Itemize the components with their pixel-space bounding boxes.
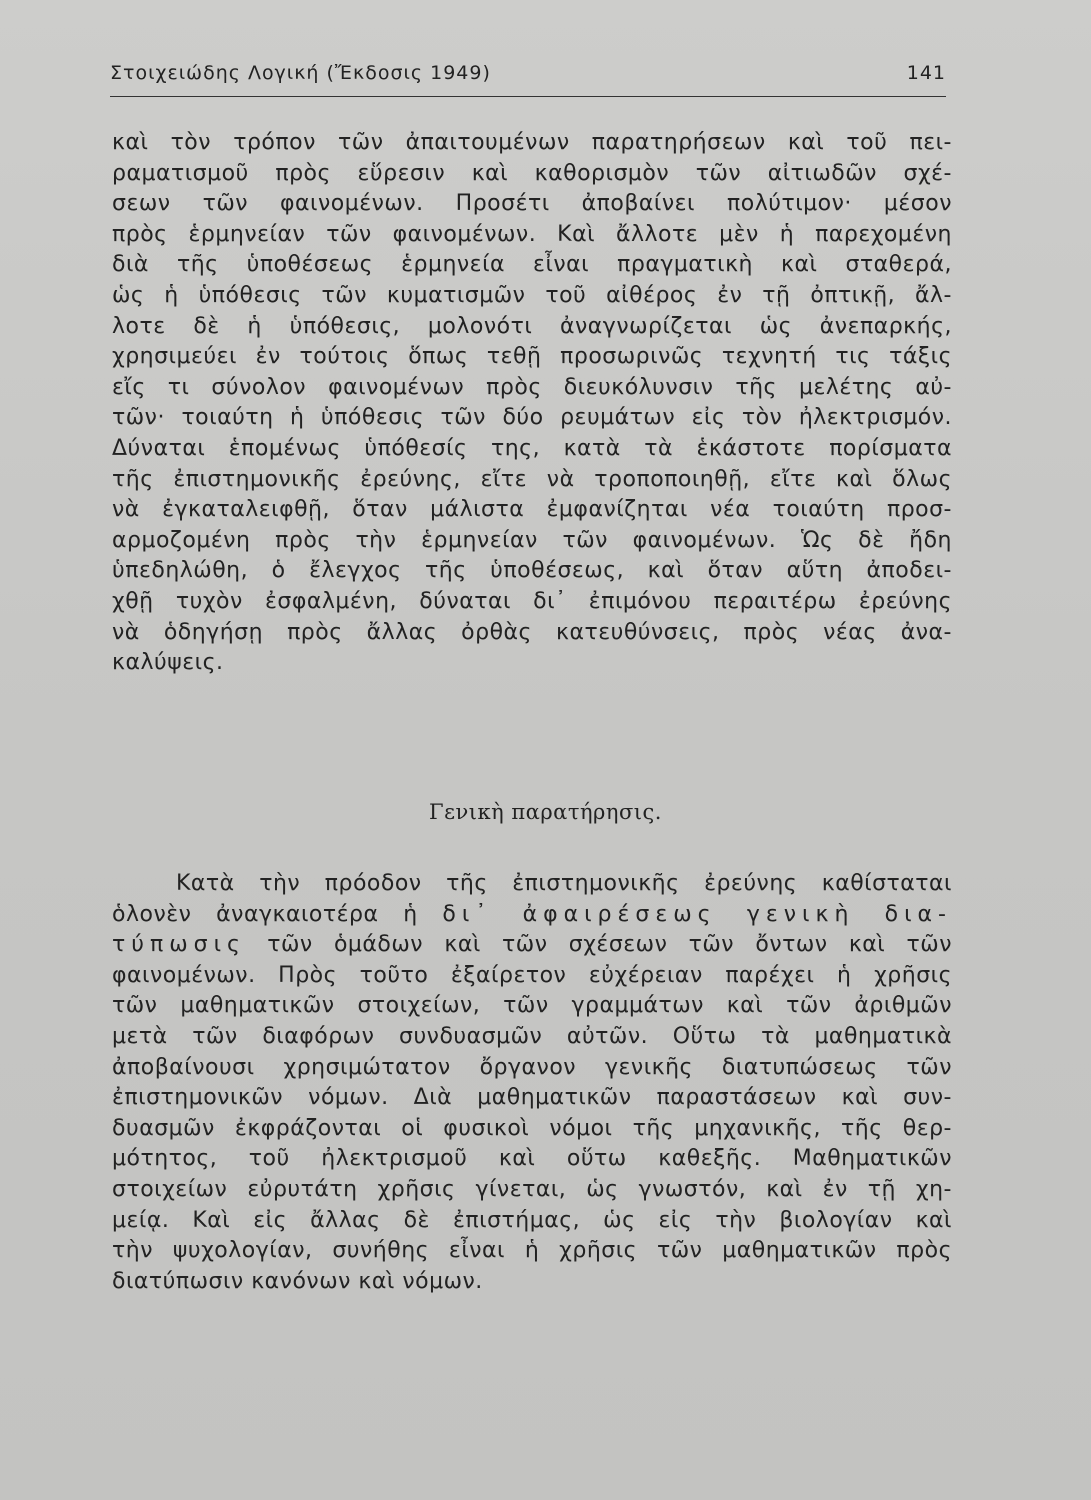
text-line: νὰ ἐγκαταλειφθῇ, ὅταν μάλιστα ἐμφανίζηται νέα τοιαύτη προσ- bbox=[112, 497, 952, 523]
page-number: 141 bbox=[906, 62, 946, 84]
paragraph-general-remark bbox=[112, 869, 952, 1297]
spaced-emphasis: δι᾽ ἀφαιρέσεως γενικὴ δια- bbox=[442, 901, 952, 927]
text-line: ἀποβαίνουσι χρησιμώτατον ὄργανον γενικῆς διατυπώσεως τῶν bbox=[112, 1054, 952, 1080]
text-line: πρὸς ἑρμηνείαν τῶν φαινομένων. Καὶ ἄλλοτε μὲν ἡ παρεχομένη bbox=[112, 221, 952, 247]
text-line: μετὰ τῶν διαφόρων συνδυασμῶν αὐτῶν. Οὕτω τὰ μαθηματικὰ bbox=[112, 1023, 952, 1049]
text-line: χρησιμεύει ἐν τούτοις ὅπως τεθῇ προσωρινῶς τεχνητή τις τάξις bbox=[112, 344, 952, 370]
text-line bbox=[112, 900, 952, 931]
text-line: χθῇ τυχὸν ἐσφαλμένη, δύναται δι᾽ ἐπιμόνου περαιτέρω ἐρεύνης bbox=[112, 588, 952, 614]
text-line: αρμοζομένη πρὸς τὴν ἑρμηνείαν τῶν φαινομένων. Ὡς δὲ ἤδη bbox=[112, 527, 952, 553]
text-line: μότητος, τοῦ ἠλεκτρισμοῦ καὶ οὕτω καθεξῆς. Μαθηματικῶν bbox=[112, 1146, 952, 1172]
text-line: τῶν μαθηματικῶν στοιχείων, τῶν γραμμάτων καὶ τῶν ἀριθμῶν bbox=[112, 993, 952, 1019]
text-line: Δύναται ἑπομένως ὑπόθεσίς της, κατὰ τὰ ἑκάστοτε πορίσματα bbox=[112, 435, 952, 461]
text-line: ἐπιστημονικῶν νόμων. Διὰ μαθηματικῶν παραστάσεων καὶ συν- bbox=[112, 1085, 952, 1111]
running-header bbox=[110, 60, 946, 97]
text-line: στοιχείων εὐρυτάτη χρῆσις γίνεται, ὡς γνωστόν, καὶ ἐν τῇ χη- bbox=[112, 1176, 952, 1202]
text-line: καὶ τὸν τρόπον τῶν ἀπαιτουμένων παρατηρήσεων καὶ τοῦ πει- bbox=[112, 130, 952, 155]
text-line: μείᾳ. Καὶ εἰς ἄλλας δὲ ἐπιστήμας, ὡς εἰς τὴν βιολογίαν καὶ bbox=[112, 1207, 952, 1233]
section-heading: Γενικὴ παρατήρησις. bbox=[429, 800, 662, 824]
text-line: τῆς ἐπιστημονικῆς ἐρεύνης, εἴτε νὰ τροποποιηθῇ, εἴτε καὶ ὅλως bbox=[112, 466, 952, 492]
text-line: νὰ ὁδηγήσῃ πρὸς ἄλλας ὀρθὰς κατευθύνσεις, πρὸς νέας ἀνα- bbox=[112, 619, 952, 645]
text-line: ὑπεδηλώθη, ὁ ἔλεγχος τῆς ὑποθέσεως, καὶ ὅταν αὕτη ἀποδει- bbox=[112, 558, 952, 584]
text-line: ραματισμοῦ πρὸς εὕρεσιν καὶ καθορισμὸν τῶν αἰτιωδῶν σχέ- bbox=[112, 160, 952, 186]
text-line: καλύψεις. bbox=[112, 650, 224, 676]
header-title: Στοιχειώδης Λογική (Ἔκδοσις 1949) bbox=[110, 62, 491, 84]
text-line: διὰ τῆς ὑποθέσεως ἑρμηνεία εἶναι πραγματικὴ καὶ σταθερά, bbox=[112, 252, 952, 278]
text-line bbox=[112, 930, 952, 961]
text-line: δυασμῶν ἐκφράζονται οἱ φυσικοὶ νόμοι τῆς μηχανικῆς, τῆς θερ- bbox=[112, 1115, 952, 1141]
text-segment: ὁλονὲν ἀναγκαιοτέρα ἡ bbox=[112, 901, 443, 927]
text-line: ὡς ἡ ὑπόθεσις τῶν κυματισμῶν τοῦ αἰθέρος ἐν τῇ ὀπτικῇ, ἄλ- bbox=[112, 282, 952, 308]
spaced-emphasis: τύπωσις bbox=[112, 932, 246, 958]
text-line: τῶν· τοιαύτη ἡ ὑπόθεσις τῶν δύο ρευμάτων εἰς τὸν ἠλεκτρισμόν. bbox=[112, 405, 952, 431]
text-line: εἴς τι σύνολον φαινομένων πρὸς διευκόλυνσιν τῆς μελέτης αὐ- bbox=[112, 374, 952, 400]
text-line: σεων τῶν φαινομένων. Προσέτι ἀποβαίνει πολύτιμον· μέσον bbox=[112, 191, 952, 217]
text-line: Κατὰ τὴν πρόοδον τῆς ἐπιστημονικῆς ἐρεύνης καθίσταται bbox=[176, 871, 952, 896]
text-line: φαινομένων. Πρὸς τοῦτο ἐξαίρετον εὐχέρειαν παρέχει ἡ χρῆσις bbox=[112, 962, 952, 988]
text-line: τὴν ψυχολογίαν, συνήθης εἶναι ἡ χρῆσις τῶν μαθηματικῶν πρὸς bbox=[112, 1238, 952, 1264]
text-line: λοτε δὲ ἡ ὑπόθεσις, μολονότι ἀναγνωρίζεται ὡς ἀνεπαρκής, bbox=[112, 313, 952, 339]
text-line: διατύπωσιν κανόνων καὶ νόμων. bbox=[112, 1268, 483, 1294]
text-segment: τῶν ὁμάδων καὶ τῶν σχέσεων τῶν ὄντων καὶ τῶν bbox=[245, 932, 952, 958]
paragraph-hypothesis bbox=[112, 128, 952, 679]
